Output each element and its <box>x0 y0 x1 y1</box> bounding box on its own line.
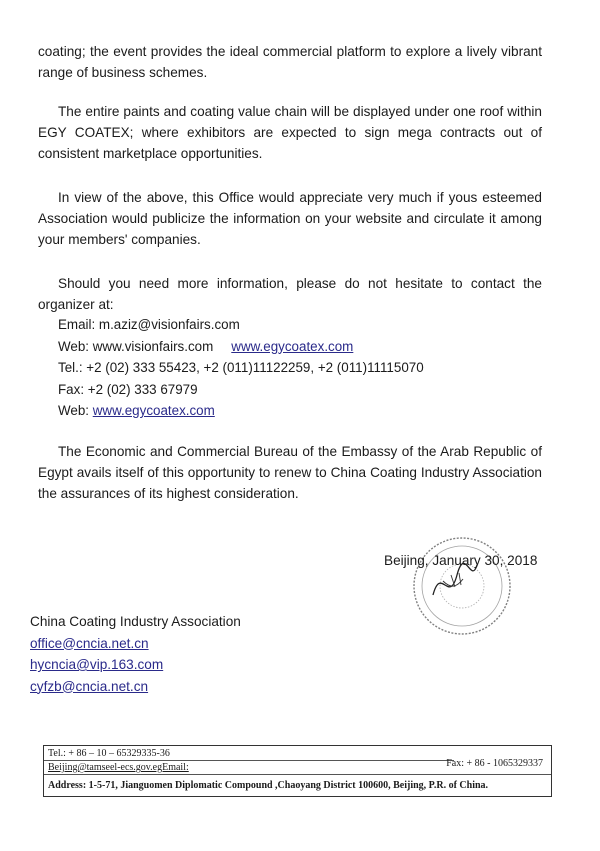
recipient-block <box>30 611 241 697</box>
paragraph-intro: coating; the event provides the ideal commercial platform to explore a lively vibrant range of business schemes. <box>38 44 542 80</box>
embassy-footer <box>43 745 552 797</box>
organizer-contact-list <box>58 314 424 422</box>
recipient-email-office[interactable]: office@cncia.net.cn <box>30 635 149 651</box>
footer-divider <box>44 774 551 775</box>
organizer-web-line <box>58 336 424 358</box>
footer-address: Address: 1-5-71, Jianguomen Diplomatic Compound ,Chaoyang District 100600, Beijing, P.R. of China. <box>48 780 489 791</box>
paragraph-closing: The Economic and Commercial Bureau of the Embassy of the Arab Republic of Egypt avails itself of this opportunity to renew to China Coating Industry Association the assurances of its highest consideration. <box>38 444 542 501</box>
paragraph-contact-intro: Should you need more information, please do not hesitate to contact the organizer at: <box>38 276 542 312</box>
recipient-email-cyfzb[interactable]: cyfzb@cncia.net.cn <box>30 678 149 694</box>
footer-tel: Tel.: + 86 – 10 – 65329335-36 <box>48 748 170 759</box>
organizer-tel: Tel.: +2 (02) 333 55423, +2 (011)11122259, +2 (011)11115070 <box>58 360 424 375</box>
organizer-fax: Fax: +2 (02) 333 67979 <box>58 381 198 397</box>
recipient-name: China Coating Industry Association <box>30 614 241 629</box>
footer-fax: Fax: + 86 - 1065329337 <box>446 758 543 769</box>
organizer-web-label: Web: <box>58 403 93 418</box>
organizer-web: Web: www.visionfairs.com <box>58 338 214 354</box>
signature-place-date: Beijing, January 30, 2018 <box>384 553 538 568</box>
paragraph-value-chain: The entire paints and coating value chain will be displayed under one roof within EGY COATEX; where exhibitors are expected to sign mega contracts out of consistent marketplace opportunities. <box>38 104 542 161</box>
recipient-email-hycncia[interactable]: hycncia@vip.163.com <box>30 657 164 672</box>
organizer-web-line-2 <box>58 400 424 422</box>
footer-email: Beijing@tamseel-ecs.gov.egEmail: <box>48 762 189 773</box>
organizer-email: Email: m.aziz@visionfairs.com <box>58 317 240 332</box>
egycoatex-link-2[interactable]: www.egycoatex.com <box>92 403 215 418</box>
egycoatex-link[interactable]: www.egycoatex.com <box>231 338 354 354</box>
paragraph-request: In view of the above, this Office would appreciate very much if yous esteemed Association would publicize the information on your website and circulate it among your members' companies. <box>38 190 542 247</box>
